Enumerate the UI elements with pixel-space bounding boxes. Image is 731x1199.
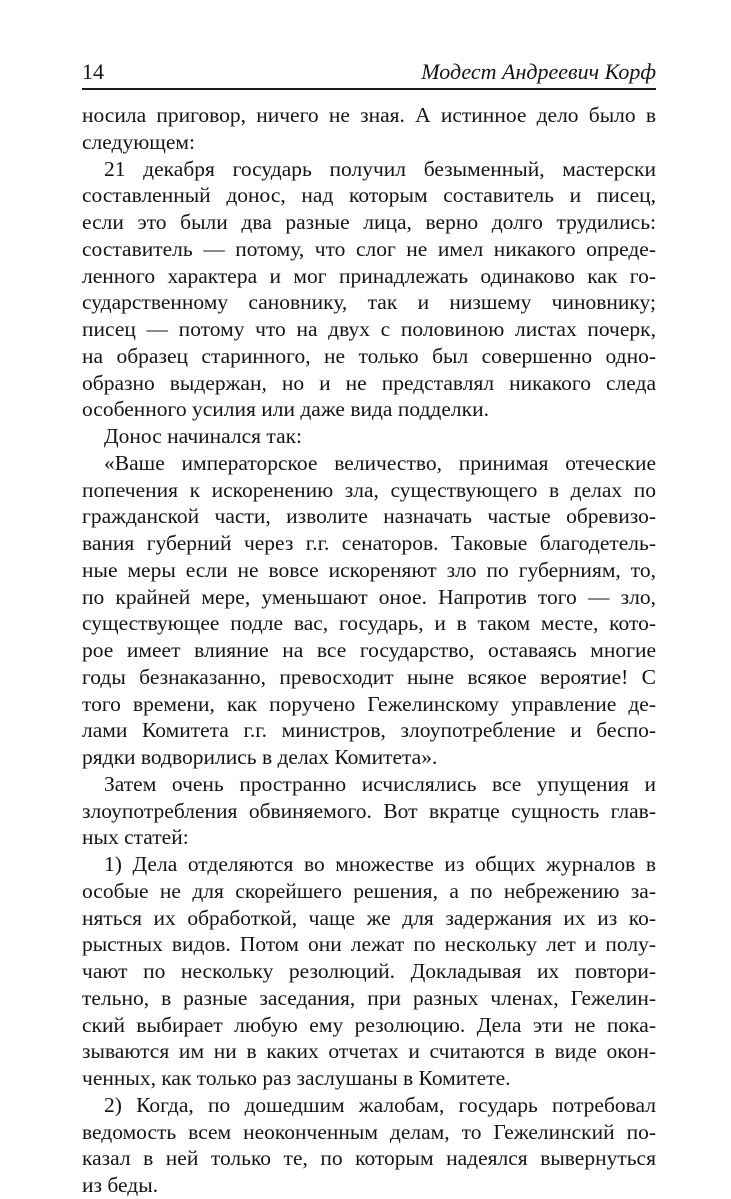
page-number: 14 xyxy=(82,59,104,84)
text-line: особенного усилия или даже вида подделки. xyxy=(82,397,489,422)
text-line: 2) Когда, по дошедшим жалобам, государь потребовал xyxy=(104,1092,656,1117)
text-line: следующем: xyxy=(82,129,195,154)
text-line: на образец старинного, не только был совершенно одно- xyxy=(82,343,656,368)
text-line: ченных, как только раз заслушаны в Комитете. xyxy=(82,1066,511,1090)
text-line: ведомость всем неоконченным делам, то Гежелинский по- xyxy=(82,1119,656,1144)
text-line: ных статей: xyxy=(82,825,189,850)
text-line: если это были два разные лица, верно долго трудились: xyxy=(82,210,656,234)
text-line: злоупотребления обвиняемого. Вот вкратце сущность глав- xyxy=(82,798,656,823)
text-line: казал в ней только те, по которым надеялся вывернуться xyxy=(82,1146,656,1171)
text-line: носила приговор, ничего не зная. А истинное дело было в xyxy=(82,103,656,127)
text-line: 1) Дела отделяются во множестве из общих журналов в xyxy=(104,852,656,876)
text-line: зываются им ни в каких отчетах и считаются в виде окон- xyxy=(82,1039,656,1064)
text-line: попечения к искоренению зла, существующего в делах по xyxy=(82,477,656,502)
text-line: составленный донос, над которым составитель и писец, xyxy=(82,183,656,208)
text-line: рое имеет влияние на все государство, оставаясь многие xyxy=(82,638,656,662)
text-line: того времени, как поручено Гежелинскому управление де- xyxy=(82,691,656,716)
text-line: рыстных видов. Потом они лежат по нескольку лет и полу- xyxy=(82,932,656,957)
body-text xyxy=(82,102,656,1199)
text-line: ленного характера и мог принадлежать одинаково как го- xyxy=(82,263,656,288)
text-line: чают по нескольку резолюций. Докладывая их повтори- xyxy=(82,959,656,983)
text-line: ский выбирает любую ему резолюцию. Дела эти не пока- xyxy=(82,1012,656,1037)
text-line: Донос начинался так: xyxy=(104,424,303,448)
text-line: годы безнаказанно, превосходит ныне всякое вероятие! С xyxy=(82,664,656,689)
text-line: писец — потому что на двух с половиною листах почерк, xyxy=(82,317,656,341)
text-line: лами Комитета г.г. министров, злоупотребление и беспо- xyxy=(82,718,656,743)
page-header xyxy=(82,58,656,92)
text-line: сударственному сановнику, так и низшему чиновнику; xyxy=(82,290,656,315)
text-line: «Ваше императорское величество, принимая отеческие xyxy=(104,450,656,475)
text-line: вания губерний через г.г. сенаторов. Таковые благодетель- xyxy=(82,531,656,555)
text-line: существующее подле вас, государь, и в таком месте, кото- xyxy=(82,611,656,636)
text-line: рядки водворились в делах Комитета». xyxy=(82,745,438,769)
text-line: из беды. xyxy=(82,1173,159,1197)
text-line: 21 декабря государь получил безыменный, мастерски xyxy=(104,156,656,181)
text-line: особые не для скорейшего решения, а по небрежению за- xyxy=(82,878,656,903)
text-line: няться их обработкой, чаще же для задержания их из ко- xyxy=(82,905,656,930)
text-line: ные меры если не вовсе искореняют зло по губерниям, то, xyxy=(82,557,656,582)
text-line: по крайней мере, уменьшают оное. Напротив того — зло, xyxy=(82,584,656,609)
text-line: составитель — потому, что слог не имел никакого опреде- xyxy=(82,236,656,261)
text-line: Затем очень пространно исчислялись все упущения и xyxy=(104,771,656,796)
text-line: гражданской части, изволите назначать частые обревизо- xyxy=(82,504,656,529)
header-rule xyxy=(82,88,656,90)
text-line: образно выдержан, но и не представлял никакого следа xyxy=(82,370,656,395)
running-head-author: Модест Андреевич Корф xyxy=(421,59,656,84)
text-line: тельно, в разные заседания, при разных членах, Гежелин- xyxy=(82,985,656,1010)
